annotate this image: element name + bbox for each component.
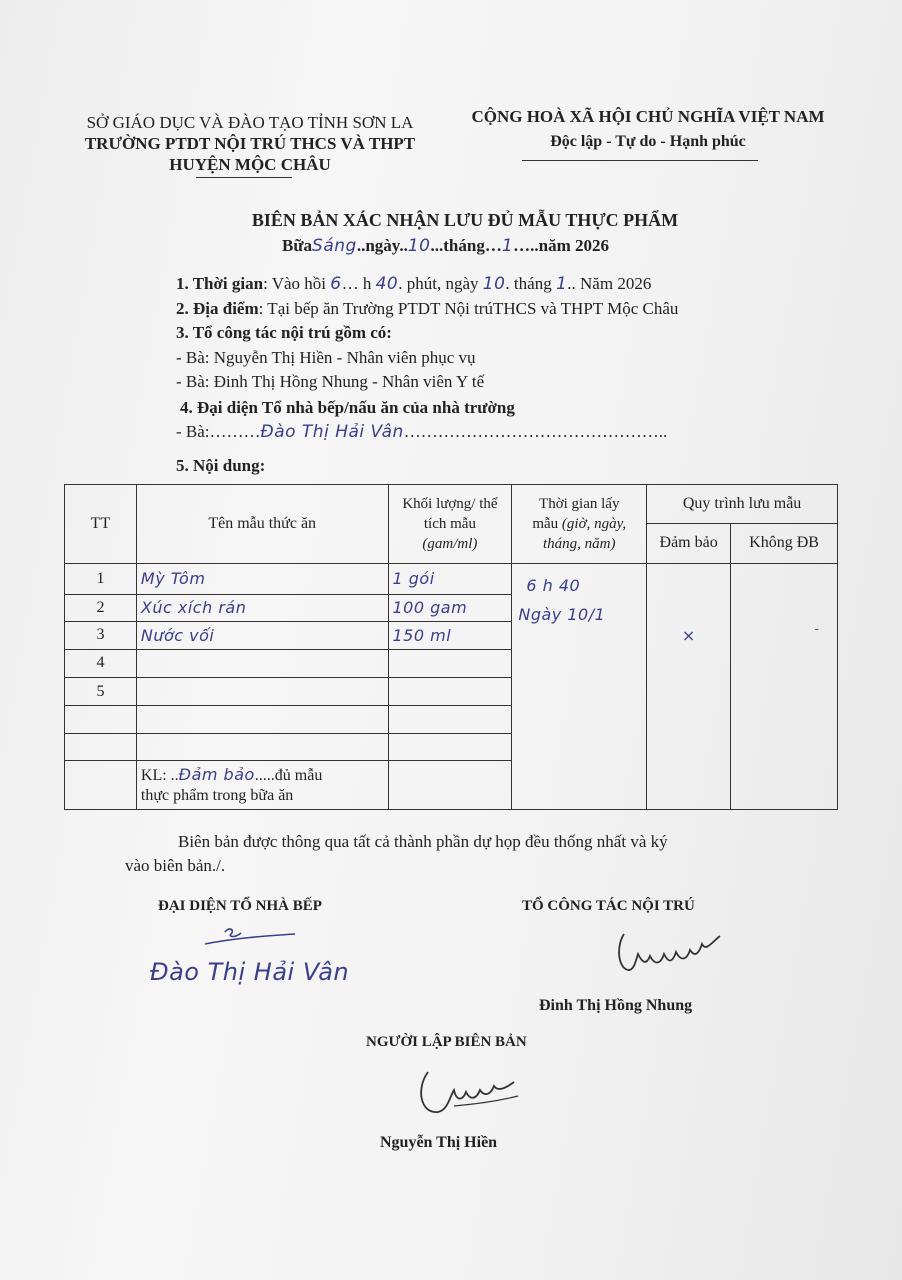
meal-prefix: Bữa <box>282 236 313 255</box>
col-header-name: Tên mẫu thức ăn <box>136 485 388 564</box>
boarding-sign-title: TỔ CÔNG TÁC NỘI TRÚ <box>522 898 695 914</box>
sample-time-line2: Ngày 10/1 <box>518 605 606 625</box>
boarding-sign-name: Đinh Thị Hồng Nhung <box>539 997 693 1014</box>
preparer-sign-name: Nguyễn Thị Hiền <box>380 1134 498 1151</box>
row-mass <box>388 677 512 705</box>
mass-header-line2: tích mẫu <box>423 516 476 533</box>
place-value: : Tại bếp ăn Trường PTDT Nội trúTHCS và THPT Mộc Châu <box>258 299 679 318</box>
member-2: - Bà: Đinh Thị Hồng Nhung - Nhân viên Y tế <box>176 372 485 391</box>
time-hour: 6 <box>330 274 342 294</box>
time-line <box>176 274 651 294</box>
mass-header-unit: (gam/ml) <box>422 536 478 553</box>
closing-line-2: vào biên bản./. <box>125 856 226 875</box>
conclusion-cell <box>136 761 388 810</box>
row-tt: 5 <box>65 677 137 705</box>
national-title: CỘNG HOÀ XÃ HỘI CHỦ NGHĨA VIỆT NAM <box>471 107 825 126</box>
content-label: 5. Nội dung: <box>176 456 266 475</box>
agency-underline <box>196 177 292 178</box>
kitchen-sign-title: ĐẠI DIỆN TỔ NHÀ BẾP <box>158 898 322 914</box>
col-header-tt: TT <box>65 485 137 564</box>
ok-cell <box>647 564 731 810</box>
ok-mark: × <box>681 626 696 646</box>
agency-district: HUYỆN MỘC CHÂU <box>169 155 331 174</box>
motto-underline <box>522 160 758 161</box>
kitchen-prefix: - Bà:……… <box>176 422 261 441</box>
col-header-process: Quy trình lưu mẫu <box>647 485 838 524</box>
preparer-signature <box>414 1066 524 1122</box>
time-minute: 40 <box>375 274 399 294</box>
row-tt <box>65 733 137 760</box>
row-food-name <box>136 677 388 705</box>
kitchen-line <box>176 422 667 442</box>
row-mass <box>388 649 512 677</box>
day-label: ..ngày.. <box>356 236 408 255</box>
time-month: 1 <box>555 274 568 294</box>
meal-line <box>282 236 609 256</box>
national-header <box>458 104 838 154</box>
time-header-unit1: (giờ, ngày, <box>561 516 627 533</box>
row-tt: 2 <box>65 594 137 621</box>
time-h: … h <box>341 274 372 293</box>
row-food-name: Xúc xích rán <box>136 594 388 621</box>
time-header-line1: Thời gian lấy <box>539 496 620 513</box>
row-mass <box>388 733 512 760</box>
row-mass: 100 gam <box>388 594 512 621</box>
row-mass: 1 gói <box>388 564 512 594</box>
sample-time-line1: 6 h 40 <box>526 576 581 596</box>
closing-line-1: Biên bản được thông qua tất cả thành phần dự họp đều thống nhất và ký <box>178 832 668 851</box>
row-tt: 4 <box>65 649 137 677</box>
mass-header-line1: Khối lượng/ thể <box>402 496 498 513</box>
col-header-mass <box>388 485 512 564</box>
sample-time-cell <box>512 564 647 810</box>
time-label: 1. Thời gian <box>176 274 264 293</box>
row-tt: 1 <box>65 564 137 594</box>
row-tt <box>65 706 137 733</box>
col-header-time <box>512 485 647 564</box>
place-line <box>176 299 678 319</box>
row-tt: 3 <box>65 622 137 649</box>
month-value: 1 <box>501 236 514 256</box>
member-1: - Bà: Nguyễn Thị Hiền - Nhân viên phục vụ <box>176 348 476 367</box>
kitchen-signature-flourish <box>195 922 305 952</box>
table-row <box>65 564 838 594</box>
col-header-not-ok: Không ĐB <box>731 523 838 564</box>
header-row-1 <box>65 485 838 524</box>
time-day: 10 <box>482 274 506 294</box>
place-label: 2. Địa điểm <box>176 299 259 318</box>
conclusion-mass <box>388 761 512 810</box>
kitchen-name: Đào Thị Hải Vân <box>260 422 404 442</box>
kitchen-handwritten-name: Đào Thị Hải Vân <box>150 958 350 986</box>
boarding-signature <box>612 926 732 978</box>
row-mass: 150 ml <box>388 622 512 649</box>
time-month-label: . tháng <box>505 274 552 293</box>
year-label: …..năm 2026 <box>513 236 610 255</box>
agency-school: TRƯỜNG PTDT NỘI TRÚ THCS VÀ THPT <box>84 134 416 153</box>
conclusion-suffix: .....đủ mẫu <box>254 766 323 784</box>
preparer-sign-title: NGƯỜI LẬP BIÊN BẢN <box>366 1034 527 1050</box>
meal-value: Sáng <box>312 236 357 256</box>
kitchen-suffix: ……………………………………….. <box>403 422 668 441</box>
time-header-unit2: tháng, năm) <box>543 536 616 553</box>
row-food-name <box>136 706 388 733</box>
document-title: BIÊN BẢN XÁC NHẬN LƯU ĐỦ MẪU THỰC PHẨM <box>251 210 679 230</box>
row-food-name: Mỳ Tôm <box>136 564 388 594</box>
month-label: ...tháng… <box>430 236 502 255</box>
group-label: 3. Tổ công tác nội trú gồm có: <box>176 323 392 342</box>
time-year: .. Năm 2026 <box>567 274 652 293</box>
day-value: 10 <box>407 236 431 256</box>
time-rest: . phút, ngày <box>398 274 479 293</box>
conclusion-tt <box>65 761 137 810</box>
not-ok-mark: - <box>814 622 819 637</box>
row-food-name <box>136 649 388 677</box>
conclusion-line2: thực phẩm trong bữa ăn <box>140 786 294 804</box>
conclusion-value: Đảm bảo <box>178 764 255 784</box>
conclusion-prefix: KL: .. <box>140 766 179 784</box>
row-food-name: Nước vối <box>136 622 388 649</box>
row-mass <box>388 706 512 733</box>
row-food-name <box>136 733 388 760</box>
time-prefix: : Vào hồi <box>263 274 327 293</box>
sample-table <box>64 484 838 810</box>
kitchen-label: 4. Đại diện Tổ nhà bếp/nấu ăn của nhà trường <box>180 398 515 417</box>
agency-header <box>70 112 430 175</box>
not-ok-cell <box>731 564 838 810</box>
time-header-line2: mẫu <box>532 516 559 533</box>
agency-department: SỞ GIÁO DỤC VÀ ĐÀO TẠO TỈNH SƠN LA <box>86 113 414 132</box>
national-motto: Độc lập - Tự do - Hạnh phúc <box>550 133 746 150</box>
col-header-ok: Đảm bảo <box>647 523 731 564</box>
content-label-text: 5. Nội dung <box>176 456 260 475</box>
